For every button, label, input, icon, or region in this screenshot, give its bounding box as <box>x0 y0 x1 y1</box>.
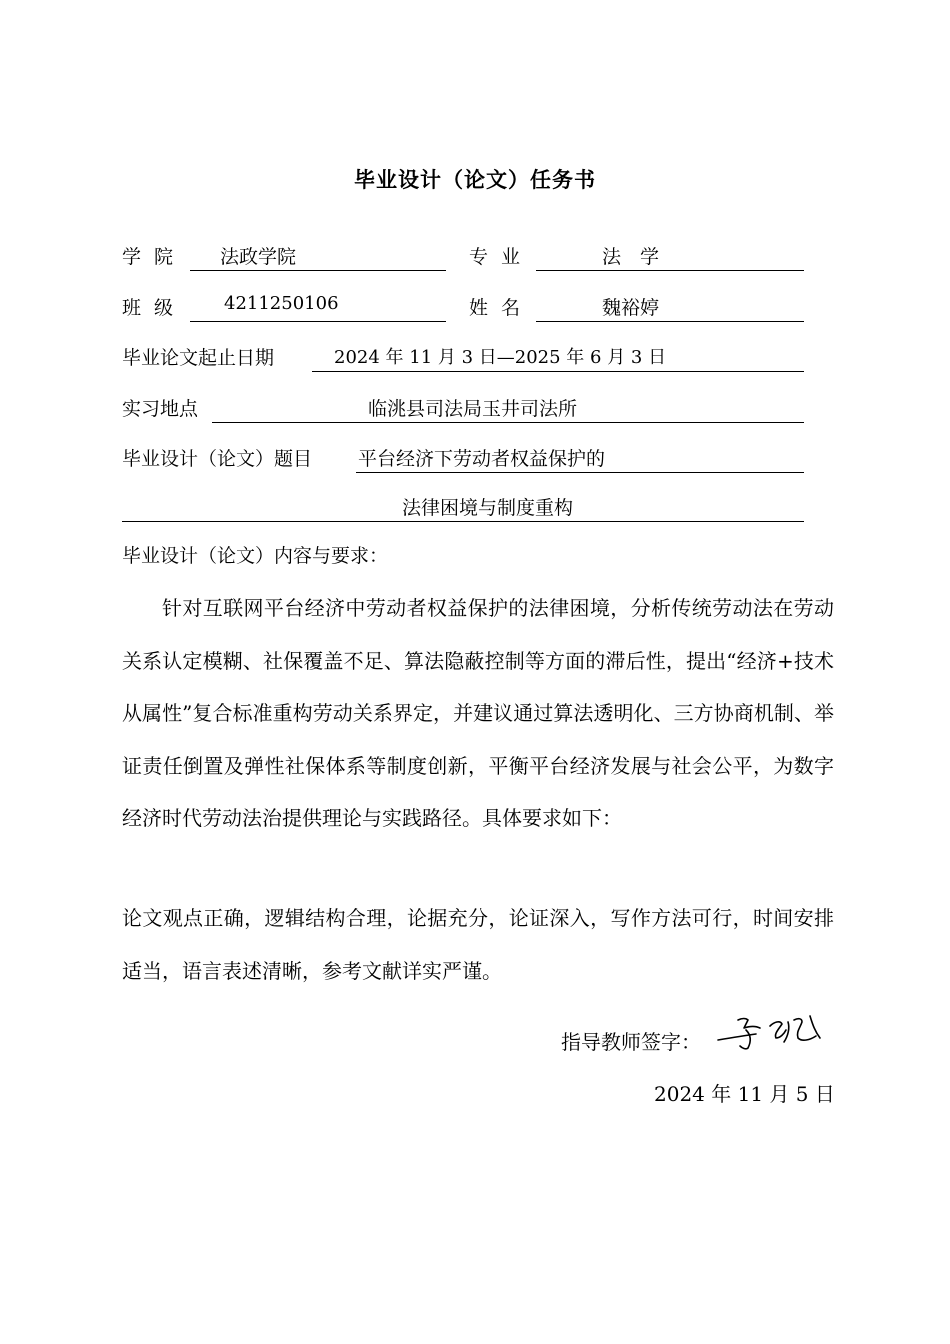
topic-line-1: 平台经济下劳动者权益保护的 <box>358 448 606 470</box>
content-paragraph-1: 针对互联网平台经济中劳动者权益保护的法律困境，分析传统劳动法在劳动关系认定模糊、社保覆盖不足、算法隐蔽控制等方面的滞后性，提出“经济+技术从属性”复合标准重构劳动关系界定，并建议通过算法透明化、三方协商机制、举证责任倒置及弹性社保体系等制度创新，平衡平台经济发展与社会公平，为数字经济时代劳动法治提供理论与实践路径。具体要求如下： <box>122 596 834 830</box>
row-topic <box>122 444 812 474</box>
period-underline <box>312 343 804 372</box>
location-value: 临洮县司法局玉井司法所 <box>368 398 578 420</box>
location-underline <box>212 394 804 423</box>
class-value: 4211250106 <box>224 293 339 314</box>
college-underline <box>190 242 446 271</box>
signature-date: 2024 年 11 月 5 日 <box>654 1082 835 1106</box>
name-underline <box>536 293 804 322</box>
row-topic-continued <box>122 493 812 523</box>
handwritten-signature-icon <box>716 1008 828 1054</box>
class-underline <box>190 293 446 322</box>
document-title: 毕业设计（论文）任务书 <box>354 168 596 192</box>
major-value: 法 学 <box>602 246 660 268</box>
row-period <box>122 343 812 373</box>
major-underline <box>536 242 804 271</box>
period-label: 毕业论文起止日期 <box>122 347 275 369</box>
topic-line-2: 法律困境与制度重构 <box>402 497 574 519</box>
name-label: 姓名 <box>469 297 534 319</box>
row-class-name <box>122 293 812 323</box>
advisor-signature-label: 指导教师签字： <box>561 1030 701 1054</box>
period-value: 2024 年 11 月 3 日—2025 年 6 月 3 日 <box>334 347 667 368</box>
content-paragraph-2: 论文观点正确，逻辑结构合理，论据充分，论证深入，写作方法可行，时间安排适当，语言表述清晰，参考文献详实严谨。 <box>122 906 834 983</box>
topic-label: 毕业设计（论文）题目 <box>122 448 313 470</box>
college-label: 学院 <box>122 246 187 268</box>
college-value: 法政学院 <box>220 246 297 268</box>
row-college-major <box>122 242 812 272</box>
topic-underline-2 <box>122 493 804 522</box>
major-label: 专业 <box>469 246 534 268</box>
class-label: 班级 <box>122 297 187 319</box>
name-value: 魏裕婷 <box>602 297 660 319</box>
topic-underline-1 <box>356 444 804 473</box>
row-location <box>122 394 812 424</box>
content-heading: 毕业设计（论文）内容与要求： <box>122 545 389 567</box>
location-label: 实习地点 <box>122 398 199 420</box>
